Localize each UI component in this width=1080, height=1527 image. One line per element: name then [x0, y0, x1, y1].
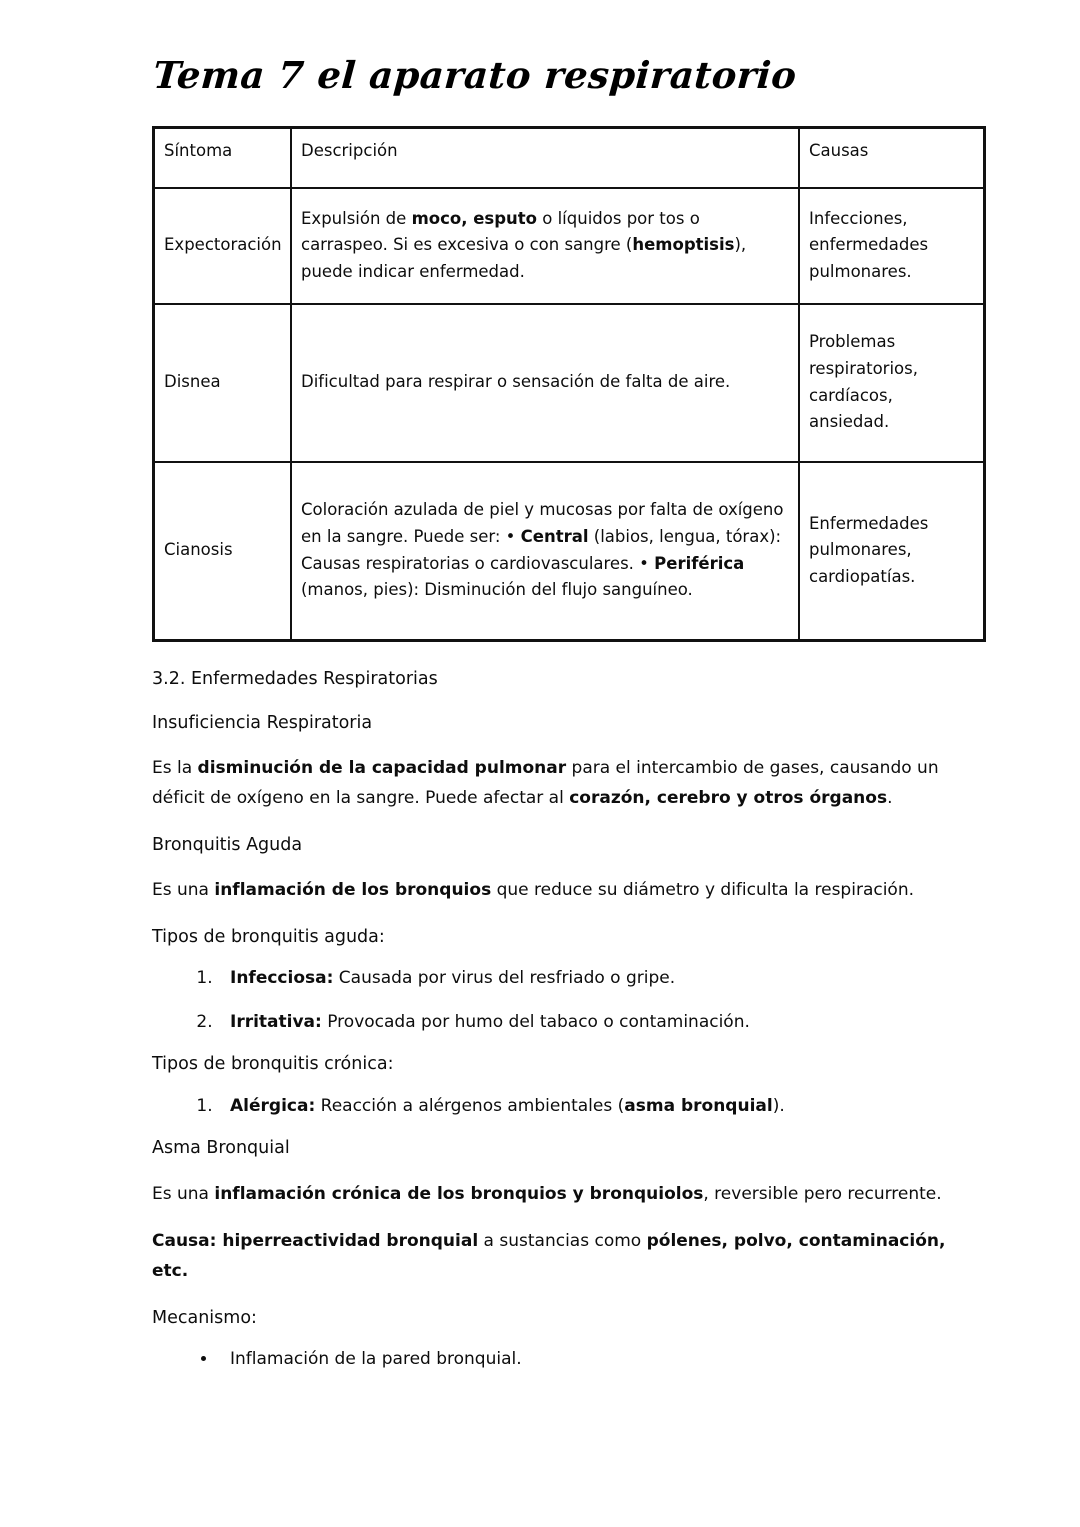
para-text-part: que reduce su diámetro y dificulta la respiración.	[491, 879, 915, 900]
section-heading-tipos-aguda: Tipos de bronquitis aguda:	[152, 926, 385, 947]
section-heading-bronquitis: Bronquitis Aguda	[152, 834, 303, 855]
column-header-description: Descripción	[291, 128, 799, 188]
table-header-row	[154, 128, 984, 188]
list-tipos-bronquitis-cronica	[152, 1092, 982, 1122]
cell-causes: Infecciones, enfermedades pulmonares.	[799, 188, 984, 304]
list-item-text: Provocada por humo del tabaco o contaminación.	[321, 1011, 750, 1032]
page-title: Tema 7 el aparato respiratorio	[151, 53, 799, 97]
para-text-part: a sustancias como	[478, 1231, 647, 1252]
cell-causes: Problemas respiratorios, cardíacos, ansiedad.	[799, 304, 984, 462]
para-text-part: Es la	[152, 758, 198, 779]
table-body	[154, 188, 984, 640]
cell-description: Dificultad para respirar o sensación de falta de aire.	[291, 304, 799, 462]
cell-description	[291, 462, 799, 640]
table-row	[154, 188, 984, 304]
desc-text-emphasis: moco, esputo	[411, 208, 538, 228]
para-text-emphasis: inflamación crónica de los bronquios y bronquiolos	[214, 1183, 704, 1204]
symptoms-table	[152, 126, 986, 642]
list-item	[218, 964, 982, 994]
list-item	[218, 1092, 982, 1122]
desc-text-emphasis: Periférica	[654, 553, 745, 573]
list-item: • Inflamación de la pared bronquial.	[218, 1345, 982, 1375]
para-text-emphasis: corazón, cerebro y otros órganos	[569, 787, 888, 808]
list-tipos-bronquitis-aguda	[152, 964, 982, 1038]
desc-text-part: o líquidos por tos o carraspeo. Si es excesiva o con sangre (	[301, 208, 700, 255]
list-item-text: Causada por virus del resfriado o gripe.	[333, 967, 676, 988]
para-text-emphasis: inflamación de los bronquios	[214, 879, 492, 900]
table-row	[154, 462, 984, 640]
section-heading-mecanismo: Mecanismo:	[152, 1307, 257, 1328]
list-item-lead: Infecciosa:	[230, 967, 334, 988]
desc-text-part: (manos, pies): Disminución del flujo sanguíneo.	[301, 580, 693, 600]
paragraph-bronquitis	[152, 876, 952, 906]
page-content	[152, 0, 982, 1375]
list-item	[218, 1008, 982, 1038]
section-heading-insuficiencia: Insuficiencia Respiratoria	[152, 712, 373, 733]
para-text-part: Es una	[152, 1183, 215, 1204]
section-heading-asma: Asma Bronquial	[152, 1138, 290, 1159]
para-text-part: , reversible pero recurrente.	[703, 1183, 942, 1204]
para-text-emphasis: Causa: hiperreactividad bronquial	[152, 1231, 479, 1252]
column-header-symptom: Síntoma	[154, 128, 291, 188]
list-item-emphasis: asma bronquial	[624, 1095, 773, 1116]
para-text-emphasis: pólenes, polvo, contaminación, etc.	[152, 1231, 946, 1282]
desc-text-emphasis: Central	[520, 527, 589, 546]
desc-text-part: Expulsión de	[301, 208, 412, 228]
desc-text-part: Coloración azulada de piel y mucosas por falta de oxígeno en la sangre. Puede ser: •	[301, 500, 784, 546]
table-header	[154, 128, 984, 188]
column-header-causes: Causas	[799, 128, 984, 188]
para-text-part: Es una	[152, 879, 215, 900]
desc-text-part: ), puede indicar enfermedad.	[301, 235, 747, 282]
desc-text-part: (labios, lengua, tórax): Causas respiratorias o cardiovasculares. •	[301, 527, 782, 573]
cell-description	[291, 188, 799, 304]
cell-symptom: Cianosis	[154, 462, 291, 640]
table-row	[154, 304, 984, 462]
para-text-part: para el intercambio de gases, causando un déficit de oxígeno en la sangre. Puede afectar al	[152, 758, 939, 808]
list-item-lead: Irritativa:	[230, 1011, 322, 1032]
paragraph-asma	[152, 1180, 952, 1210]
section-heading-tipos-cronica: Tipos de bronquitis crónica:	[152, 1054, 394, 1075]
paragraph-causa	[152, 1227, 952, 1287]
desc-text-emphasis: hemoptisis	[632, 235, 735, 255]
list-item-text: Reacción a alérgenos ambientales (	[315, 1095, 625, 1116]
para-text-emphasis: disminución de la capacidad pulmonar	[197, 758, 567, 779]
section-heading-enfermedades: 3.2. Enfermedades Respiratorias	[152, 668, 438, 689]
para-text-part: .	[887, 787, 893, 808]
cell-causes: Enfermedades pulmonares, cardiopatías.	[799, 462, 984, 640]
list-item-lead: Alérgica:	[230, 1095, 316, 1116]
list-mecanismo	[152, 1345, 982, 1375]
paragraph-insuficiencia	[152, 754, 952, 814]
list-item-text: ).	[772, 1095, 785, 1116]
cell-symptom: Expectoración	[154, 188, 291, 304]
cell-symptom: Disnea	[154, 304, 291, 462]
